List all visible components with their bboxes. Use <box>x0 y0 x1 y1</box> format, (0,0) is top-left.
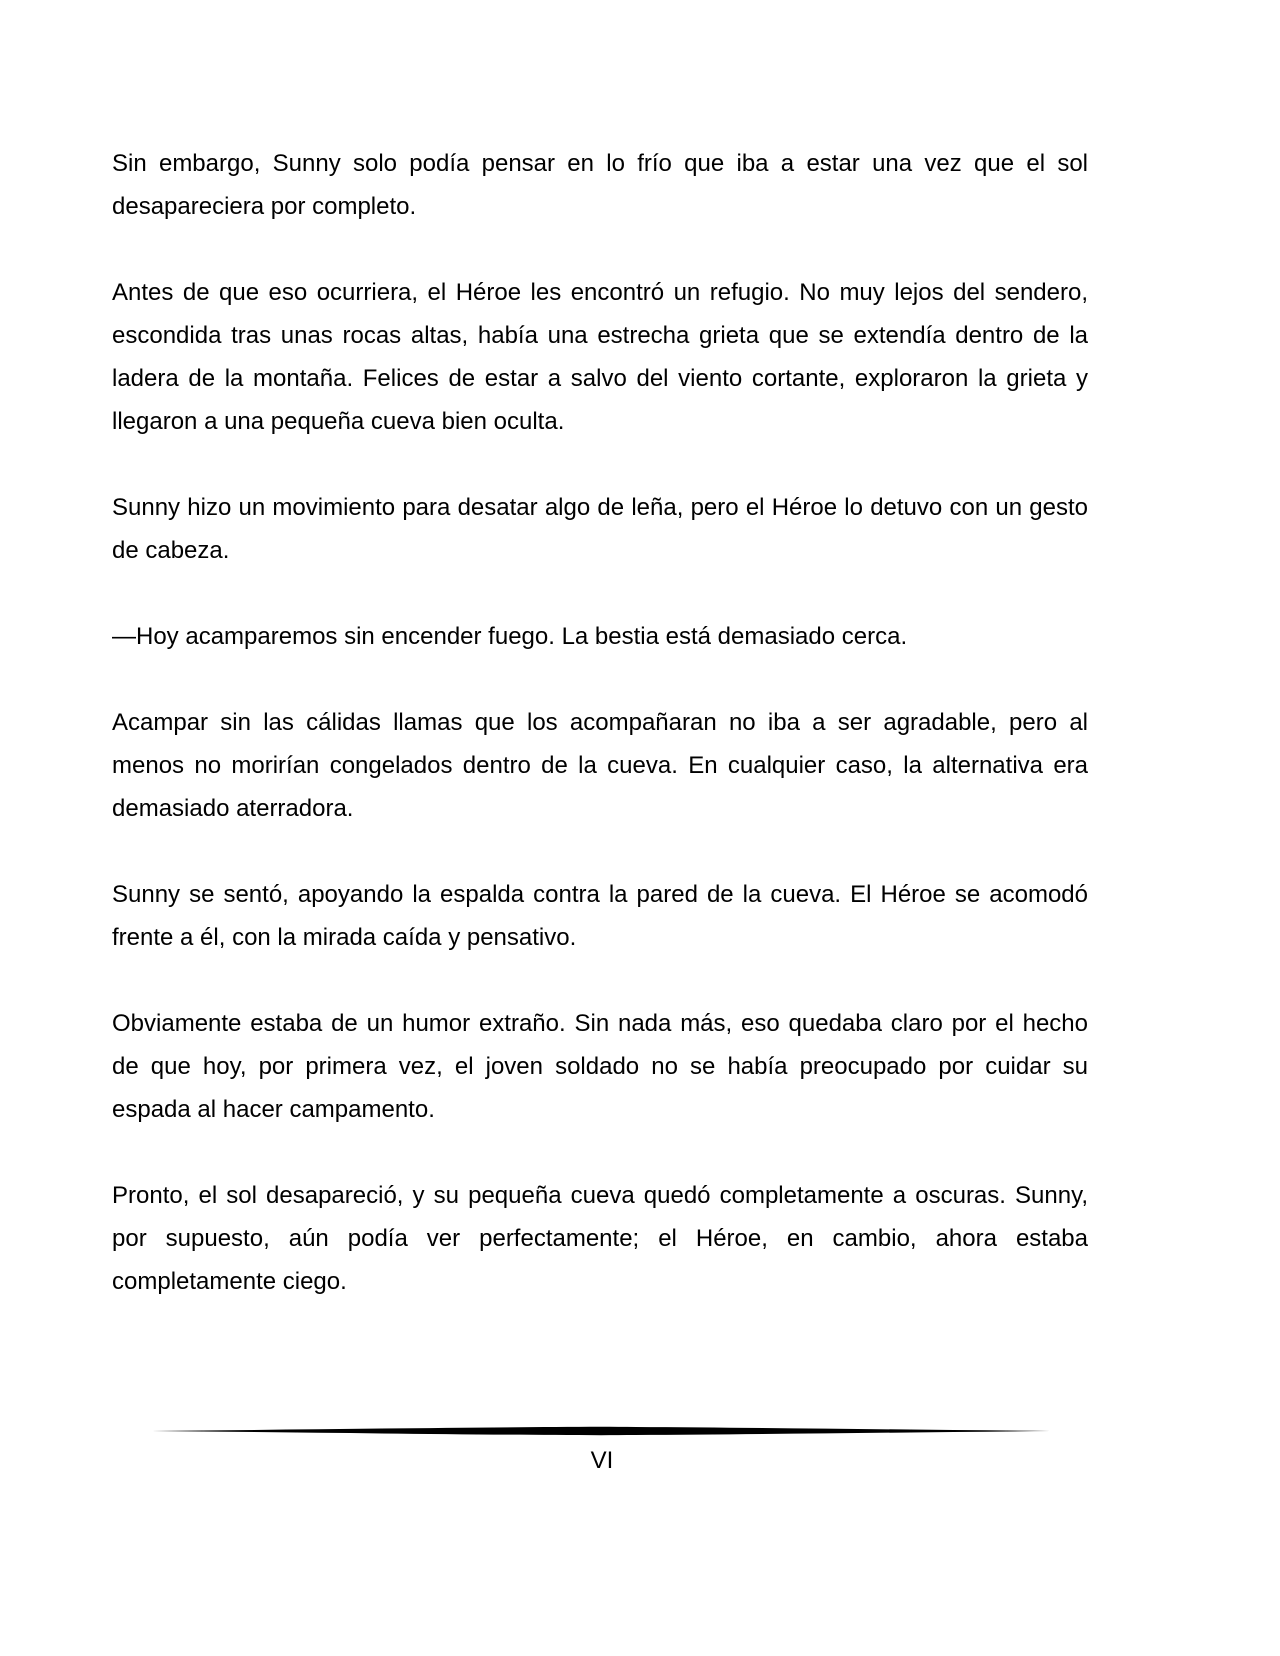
paragraph-6: Sunny se sentó, apoyando la espalda contra la pared de la cueva. El Héroe se acomodó frente a él, con la mirada caída y pensativo. <box>112 881 1088 951</box>
paragraph-8: Pronto, el sol desapareció, y su pequeña cueva quedó completamente a oscuras. Sunny, por supuesto, aún podía ver perfectamente; el Héroe, en cambio, ahora estaba completamente ciego. <box>112 1182 1088 1295</box>
paragraph-1: Sin embargo, Sunny solo podía pensar en lo frío que iba a estar una vez que el sol desapareciera por completo. <box>112 150 1088 220</box>
paragraph-3: Sunny hizo un movimiento para desatar algo de leña, pero el Héroe lo detuvo con un gesto de cabeza. <box>112 494 1088 564</box>
paragraph-4: —Hoy acamparemos sin encender fuego. La bestia está demasiado cerca. <box>112 623 908 650</box>
paragraph-5: Acampar sin las cálidas llamas que los acompañaran no iba a ser agradable, pero al menos no morirían congelados dentro de la cueva. En cualquier caso, la alternativa era demasiado aterradora. <box>112 709 1088 822</box>
body-text <box>112 142 1088 1346</box>
page-number: VI <box>590 1447 614 1474</box>
paragraph-2: Antes de que eso ocurriera, el Héroe les encontró un refugio. No muy lejos del sendero, escondida tras unas rocas altas, había una estrecha grieta que se extendía dentro de la ladera de la montaña. Felices de estar a salvo del viento cortante, exploraron la grieta y llegaron a una pequeña cueva bien oculta. <box>112 279 1088 435</box>
footer-divider <box>152 1426 1050 1436</box>
paragraph-7: Obviamente estaba de un humor extraño. Sin nada más, eso quedaba claro por el hecho de que hoy, por primera vez, el joven soldado no se había preocupado por cuidar su espada al hacer campamento. <box>112 1010 1088 1123</box>
